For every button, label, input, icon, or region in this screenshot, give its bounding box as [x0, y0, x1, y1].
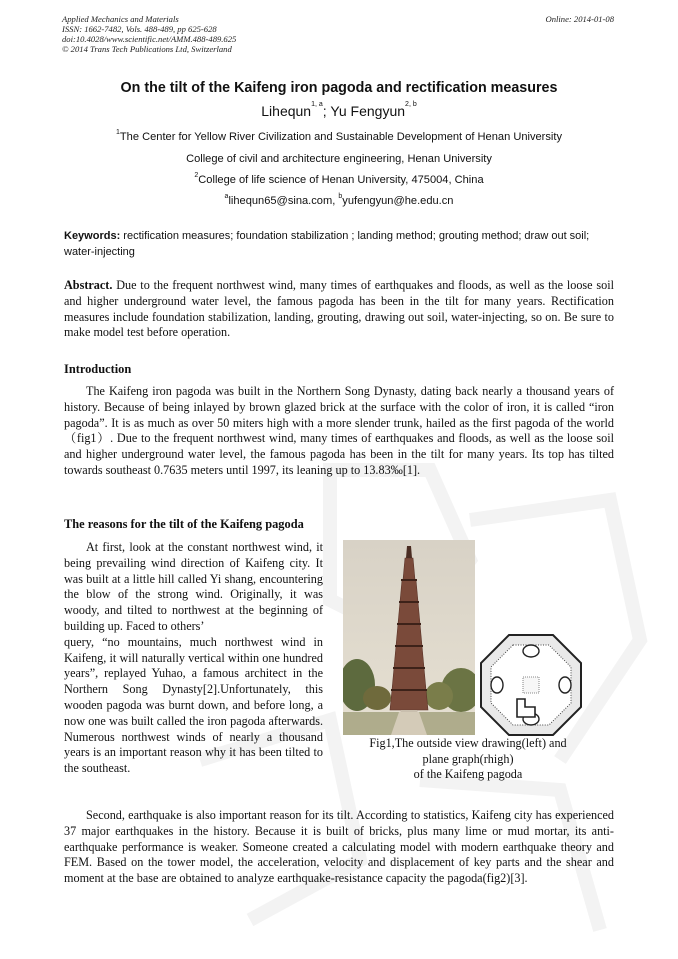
reasons-heading: The reasons for the tilt of the Kaifeng pagoda	[64, 517, 304, 531]
affiliation-2	[0, 174, 678, 186]
author-line	[0, 103, 678, 119]
introduction-heading: Introduction	[64, 362, 132, 376]
journal-header	[62, 14, 236, 54]
author-separator: ;	[322, 103, 331, 119]
reasons-paragraph-2-block	[64, 808, 614, 887]
issn-line: ISSN: 1662-7482, Vols. 488-489, pp 625-628	[62, 24, 217, 34]
figure-caption-line2: plane graph(rhigh)	[422, 751, 514, 766]
author-1: Lihequn	[261, 103, 312, 119]
author-1-sup: 1, a	[311, 101, 323, 108]
email-b-sup: b	[338, 193, 343, 200]
affiliation-1-sup: 1	[115, 129, 120, 136]
pagoda-photo	[343, 540, 475, 735]
abstract-text: Due to the frequent northwest wind, many times of earthquakes and floods, as well as the loose soil and higher underground water level, the famous pagoda has been in the tilt for many years. Rectification measures include foundation stabilization, landing, grouting, drawing out soil, water-injecting, so on. Be sure to make model test before operation.	[64, 278, 614, 340]
affiliation-1-text: The Center for Yellow River Civilization and Sustainable Development of Henan University	[119, 131, 563, 143]
email-b: yufengyun@he.edu.cn	[342, 195, 454, 207]
online-date: Online: 2014-01-08	[545, 14, 614, 24]
reasons-left-column	[64, 540, 323, 777]
abstract-block	[64, 278, 614, 341]
doi-line: doi:10.4028/www.scientific.net/AMM.488-489.625	[62, 34, 237, 44]
affiliation-1-line2: College of civil and architecture engineering, Henan University	[186, 153, 492, 165]
copyright-line: © 2014 Trans Tech Publications Ltd, Switzerland	[62, 44, 232, 54]
abstract-label: Abstract.	[64, 278, 113, 292]
email-a: lihequn65@sina.com,	[228, 195, 339, 207]
reasons-paragraph-2: Second, earthquake is also important reason for its tilt. According to statistics, Kaifeng city has experienced 37 major earthquakes in the history. Because it is built of bricks, plus many lime or mud mortar, its anti-earthquake performance is weaker. Someone created a calculating model with modern earthquake theory and FEM. Based on the tower model, the acceleration, velocity and displacement of key parts and the shear and moment at the base are obtained to analyze earthquake-resistance capacity the pagoda(fig2)[3].	[64, 808, 614, 886]
affiliation-2-sup: 2	[194, 172, 199, 179]
keywords-label: Keywords:	[64, 230, 121, 242]
paper-title: On the tilt of the Kaifeng iron pagoda and rectification measures	[120, 80, 558, 96]
figure-caption-line1: Fig1,The outside view drawing(left) and	[369, 736, 567, 750]
affiliation-2-text: College of life science of Henan University, 475004, China	[198, 174, 484, 186]
reasons-paragraph-1b: query, “no mountains, much northwest wind in Kaifeng, it will naturally vertical within one hundred years”, replayed Yuhao, a famous architect in the Northern Song Dynasty[2].Unfortunately, this wooden pagoda was burnt down, and before long, a now one was built called the iron pagoda afterwards. Numerous northwest winds of nearly a thousand years is an important reason why it has been tilted to the southeast.	[64, 634, 323, 776]
figure-caption-line3: of the Kaifeng pagoda	[413, 767, 523, 781]
reasons-paragraph-1a: At first, look at the constant northwest wind, it being prevailing wind direction of Kaifeng city. It was built at a little hill called Yi shang, encountering the blow of the strong wind. Originally, it was woody, and tilted to northwest at the beginning of building up. Faced to others’	[64, 540, 323, 633]
author-2: Yu Fengyun	[330, 103, 406, 119]
keywords-block	[64, 229, 616, 260]
introduction-paragraph: The Kaifeng iron pagoda was built in the Northern Song Dynasty, dating back nearly a thousand years of history. Because of being inlayed by brown glazed brick at the surface with the color of iron, it is called “iron pagoda”. It is as much as over 50 miters high with a more slender trunk, hailed as the first pagoda of the world（fig1）. Due to the frequent northwest wind, many times of earthquakes and floods, as well as the loose soil and higher underground water level, the famous pagoda has been in the tilt for many years. Its top has tilted towards southeast 0.7635 meters until 1997, its leaning up to 13.83‰[1].	[64, 384, 614, 477]
affiliation-1	[0, 131, 678, 143]
pagoda-plane-graph	[479, 633, 583, 737]
journal-name: Applied Mechanics and Materials	[62, 14, 179, 24]
author-2-sup: 2, b	[405, 101, 417, 108]
email-line	[0, 195, 678, 207]
introduction-body	[64, 384, 614, 479]
keywords-text: rectification measures; foundation stabilization ; landing method; grouting method; draw out soil; water-injecting	[64, 230, 590, 258]
figure-caption	[343, 736, 593, 783]
email-a-sup: a	[224, 193, 229, 200]
